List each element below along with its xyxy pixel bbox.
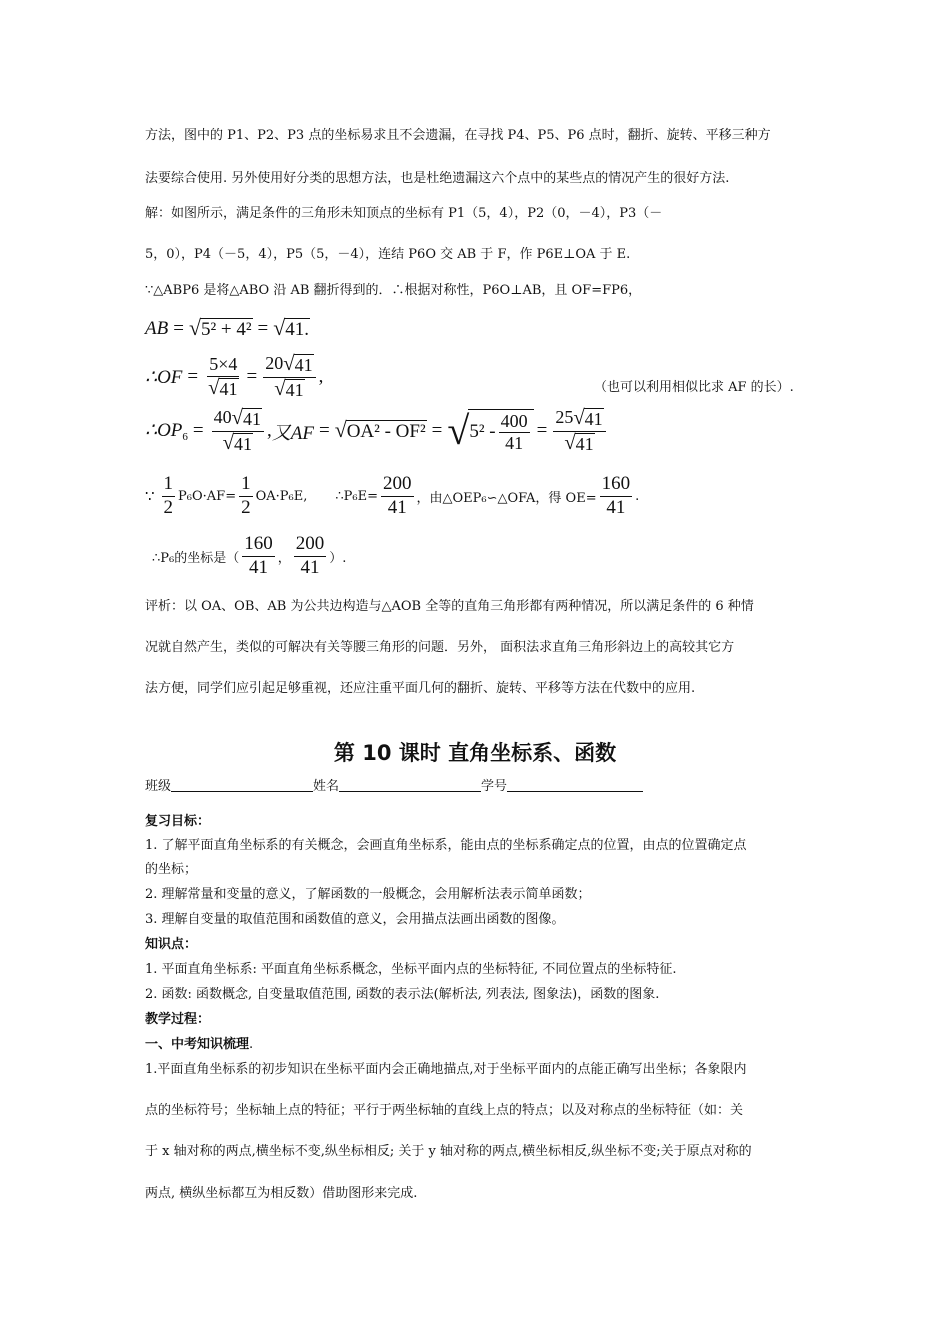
fraction-denominator: 2 [241, 496, 251, 518]
fraction: 20 √ 41 √ 41 [263, 354, 315, 401]
fraction-denominator: 41 [505, 433, 524, 454]
fraction [499, 412, 530, 455]
process-heading: 教学过程： [145, 1012, 211, 1027]
eq-af-radicand-2: 5² - [469, 421, 496, 443]
section-text: 两点, 横纵坐标都互为相反数）借助图形来完成. [145, 1186, 418, 1201]
fraction-denominator: 2 [163, 496, 174, 518]
equals-sign: = [192, 420, 204, 442]
eq-op6-lhs: $\therefore OP_6$ [145, 420, 188, 444]
name-blank[interactable] [339, 779, 481, 792]
name-label: 姓名 [313, 779, 340, 794]
fraction [162, 474, 176, 519]
goals-heading: 复习目标： [145, 814, 211, 829]
fraction-denominator: 41 [575, 433, 594, 454]
equals-sign: = [431, 420, 443, 442]
fraction [600, 474, 633, 519]
review-line: 法方便，同学们应引起足够重视，还应注重平面几何的翻折、旋转、平移等方法在代数中的应用. [145, 681, 696, 696]
fraction [294, 534, 327, 579]
equals-sign: = [173, 318, 184, 340]
number-label: 学号 [481, 779, 508, 794]
fraction-numerator: 160 [600, 474, 633, 497]
coord-text: ）. [329, 550, 347, 566]
because-symbol: ∵ [145, 487, 155, 506]
section-text: 1.平面直角坐标系的初步知识在坐标平面内会正确地描点,对于坐标平面内的点能正确写出坐标；各象限内 [145, 1062, 747, 1077]
radical: √ 41. [273, 316, 310, 340]
knowledge-heading: 知识点： [145, 937, 198, 952]
fraction [381, 474, 414, 519]
fraction-numerator-coef: 20 [265, 353, 284, 373]
review-line: 评析：以 OA、OB、AB 为公共边构造与△AOB 全等的直角三角形都有两种情况，所以满足条件的 6 种情 [145, 599, 754, 614]
class-label: 班级 [145, 779, 172, 794]
fraction-numerator: 200 [381, 474, 414, 497]
goal-item: 2. 理解常量和变量的意义，了解函数的一般概念，会用解析法表示简单函数； [145, 887, 591, 902]
hint-text: （也可以利用相似比求 AF 的长）. [594, 380, 794, 395]
fraction-numerator: 1 [239, 474, 253, 497]
paragraph-line: 法要综合使用. 另外使用好分类的思想方法，也是杜绝遗漏这六个点中的某些点的情况产生的很好方法. [145, 171, 730, 186]
fraction-denominator: 41 [606, 496, 626, 518]
equals-sign: = [536, 420, 548, 442]
fraction-denominator: 41 [219, 378, 238, 399]
eq-ab-result: 41. [285, 319, 310, 340]
radical: √ OA² - OF² [334, 417, 426, 442]
fraction-numerator: 400 [499, 412, 530, 434]
eq-af-lhs: 又AF [271, 422, 314, 444]
eq-af-radicand: OA² - OF² [346, 420, 426, 442]
eq-ab-lhs: AB [145, 318, 169, 340]
lesson-title: 第 10 课时 直角坐标系、函数 [333, 741, 617, 765]
paragraph-line: 方法，图中的 P1、P2、P3 点的坐标易求且不会遗漏，在寻找 P4、P5、P6 点时，翻折、旋转、平移三种方 [145, 128, 771, 143]
goal-item: 1. 了解平面直角坐标系的有关概念，会画直角坐标系，能由点的坐标系确定点的位置，由点的位置确定点 [145, 838, 747, 853]
coord-text: ∴P₆的坐标是（ [152, 550, 240, 566]
eq-of-lhs: ∴OF [145, 366, 183, 388]
fraction-numerator: 160 [242, 534, 275, 557]
fraction: 5×4 √ 41 [208, 354, 238, 399]
review-line: 况就自然产生，类似的可解决有关等腰三角形的问题．另外， 面积法求直角三角形斜边上的高较其它方 [145, 640, 735, 655]
fraction-numerator-radicand: 41 [584, 409, 603, 429]
equals-sign: = [246, 366, 258, 388]
fraction-denominator: 41 [248, 556, 268, 578]
area-text: ，由△OEP₆∽△OFA，得 OE= [416, 490, 597, 506]
fraction-numerator: 200 [294, 534, 327, 557]
comma: , [318, 366, 324, 388]
fraction-numerator-radicand: 41 [294, 355, 313, 375]
goal-item: 3. 理解自变量的取值范围和函数值的意义，会用描点法画出函数的图像。 [145, 912, 565, 927]
equation-ab [145, 318, 310, 341]
fraction-numerator-radicand: 41 [243, 409, 261, 429]
coord-text: ， [277, 550, 291, 566]
fraction-numerator: 5×4 [207, 355, 239, 377]
knowledge-item: 1. 平面直角坐标系: 平面直角坐标系概念，坐标平面内点的坐标特征, 不同位置点的坐标特征. [145, 962, 677, 977]
equals-sign: = [318, 420, 330, 442]
eq-ab-radicand: 5² + 4² [200, 319, 252, 340]
area-line [145, 474, 639, 519]
comma: , [267, 420, 272, 442]
solution-line: 解：如图所示，满足条件的三角形未知顶点的坐标有 P1（5，4），P2（0，－4），P3（－ [145, 206, 663, 221]
fraction [239, 474, 253, 519]
equation-of [145, 354, 323, 401]
student-info-line [145, 779, 643, 793]
fraction-denominator: 41 [300, 556, 320, 578]
equals-sign: = [257, 318, 269, 340]
fraction [242, 534, 275, 579]
equals-sign: = [187, 366, 199, 388]
section-text: 于 x 轴对称的两点,横坐标不变,纵坐标相反; 关于 y 轴对称的两点,横坐标相反,纵坐标不变;关于原点对称的 [145, 1144, 752, 1159]
area-text: ∴P₆E= [335, 488, 378, 504]
fraction-denominator: 41 [387, 496, 407, 518]
equation-op6 [145, 408, 609, 455]
coord-line [152, 534, 346, 579]
goal-item: 的坐标； [145, 862, 198, 877]
radical-large: √ 5² - $\frac{400}{41}$ [447, 409, 533, 455]
knowledge-item: 2. 函数: 函数概念, 自变量取值范围, 函数的表示法(解析法, 列表法, 图象法)，函数的图象. [145, 987, 660, 1002]
fraction-denominator: 41 [285, 379, 304, 400]
area-text: . [635, 488, 640, 504]
section-heading: 一、中考知识梳理. [145, 1037, 254, 1052]
solution-line: 5，0），P4（－5，4），P5（5，－4），连结 P6O 交 AB 于 F，作 P6E⊥OA 于 E. [145, 247, 631, 262]
number-blank[interactable] [507, 779, 643, 792]
fraction-numerator: 1 [162, 474, 176, 497]
area-text: P₆O·AF= [178, 488, 237, 504]
reason-line: ∵△ABP6 是将△ABO 沿 AB 翻折得到的．∴根据对称性，P6O⊥AB，且 OF=FP6， [145, 283, 642, 298]
fraction-numerator-coef: 25 [555, 407, 574, 427]
fraction-numerator-coef: 40 [213, 407, 232, 427]
section-text: 点的坐标符号；坐标轴上点的特征；平行于两坐标轴的直线上点的特点；以及对称点的坐标特征（如：关 [145, 1103, 744, 1118]
fraction-denominator: 41 [234, 433, 252, 454]
class-blank[interactable] [171, 779, 313, 792]
fraction: 25 √ 41 √ 41 [553, 408, 605, 455]
area-text: OA·P₆E, [255, 488, 308, 504]
fraction: 40 √ 41 √ 41 [212, 408, 264, 455]
radical: √ 5² + 4² [188, 316, 252, 340]
